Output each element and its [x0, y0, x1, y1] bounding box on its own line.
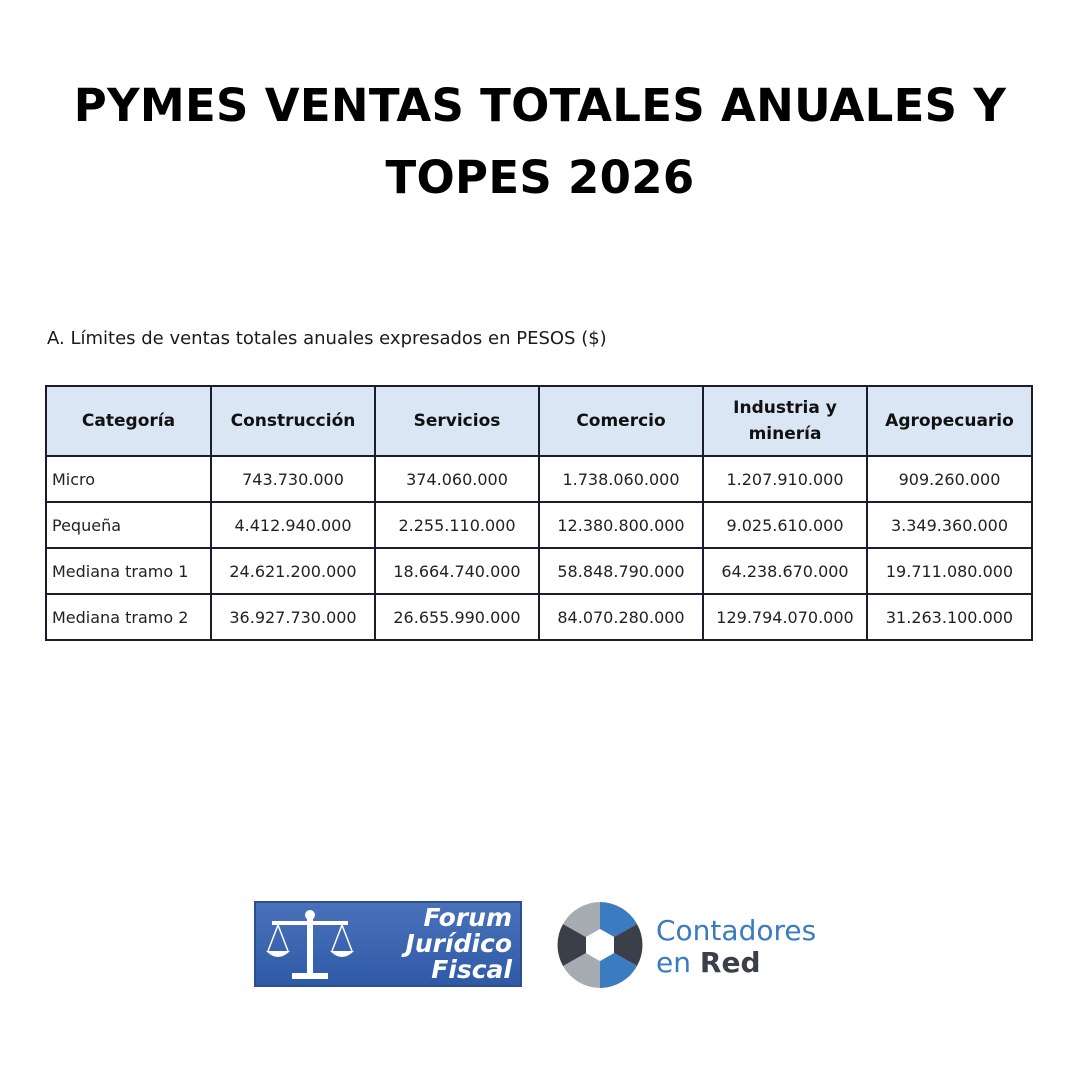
page-title-line-2: TOPES 2026: [385, 151, 695, 204]
table-cell: 374.060.000: [375, 456, 539, 502]
row-category: Mediana tramo 1: [46, 548, 211, 594]
row-category: Pequeña: [46, 502, 211, 548]
table-cell: 909.260.000: [867, 456, 1032, 502]
table-cell: 129.794.070.000: [703, 594, 867, 640]
table-cell: 3.349.360.000: [867, 502, 1032, 548]
table-caption: A. Límites de ventas totales anuales expresados en PESOS ($): [47, 328, 607, 349]
footer-logos: [0, 895, 1080, 995]
header-construccion: Construcción: [211, 386, 375, 456]
sales-limits-table: [45, 385, 1033, 641]
table-cell: 84.070.280.000: [539, 594, 703, 640]
forum-logo-text: [406, 905, 512, 983]
page-title-line-1: PYMES VENTAS TOTALES ANUALES Y: [73, 79, 1007, 132]
contadores-en-red-logo: [656, 915, 816, 979]
table-cell: 31.263.100.000: [867, 594, 1032, 640]
contadores-logo-line-2: [656, 947, 816, 979]
contadores-logo-line-1: Contadores: [656, 914, 817, 947]
table-cell: 743.730.000: [211, 456, 375, 502]
table-cell: 12.380.800.000: [539, 502, 703, 548]
table-header-row: [46, 386, 1032, 456]
table-cell: 58.848.790.000: [539, 548, 703, 594]
page-title: [40, 70, 1040, 214]
table-row: [46, 548, 1032, 594]
table-cell: 24.621.200.000: [211, 548, 375, 594]
table-cell: 18.664.740.000: [375, 548, 539, 594]
contadores-logo-red: Red: [699, 946, 761, 979]
forum-juridico-fiscal-logo: [254, 901, 522, 987]
table-cell: 4.412.940.000: [211, 502, 375, 548]
forum-logo-line-2: Jurídico: [405, 929, 512, 958]
forum-logo-line-3: Fiscal: [431, 955, 512, 984]
row-category: Mediana tramo 2: [46, 594, 211, 640]
header-servicios: Servicios: [375, 386, 539, 456]
table-row: [46, 594, 1032, 640]
header-comercio: Comercio: [539, 386, 703, 456]
table-cell: 64.238.670.000: [703, 548, 867, 594]
table-cell: 36.927.730.000: [211, 594, 375, 640]
table-cell: 19.711.080.000: [867, 548, 1032, 594]
header-agropecuario: Agropecuario: [867, 386, 1032, 456]
table-cell: 26.655.990.000: [375, 594, 539, 640]
row-category: Micro: [46, 456, 211, 502]
table-cell: 1.738.060.000: [539, 456, 703, 502]
scales-of-justice-icon: [262, 907, 358, 983]
header-industria-mineria: Industria y minería: [703, 386, 867, 456]
table-row: [46, 502, 1032, 548]
contadores-logo-en: en: [656, 946, 691, 979]
table-cell: 2.255.110.000: [375, 502, 539, 548]
forum-logo-line-1: Forum: [423, 903, 512, 932]
table-row: [46, 456, 1032, 502]
aperture-icon: [556, 901, 644, 989]
header-categoria: Categoría: [46, 386, 211, 456]
table-cell: 9.025.610.000: [703, 502, 867, 548]
table-cell: 1.207.910.000: [703, 456, 867, 502]
